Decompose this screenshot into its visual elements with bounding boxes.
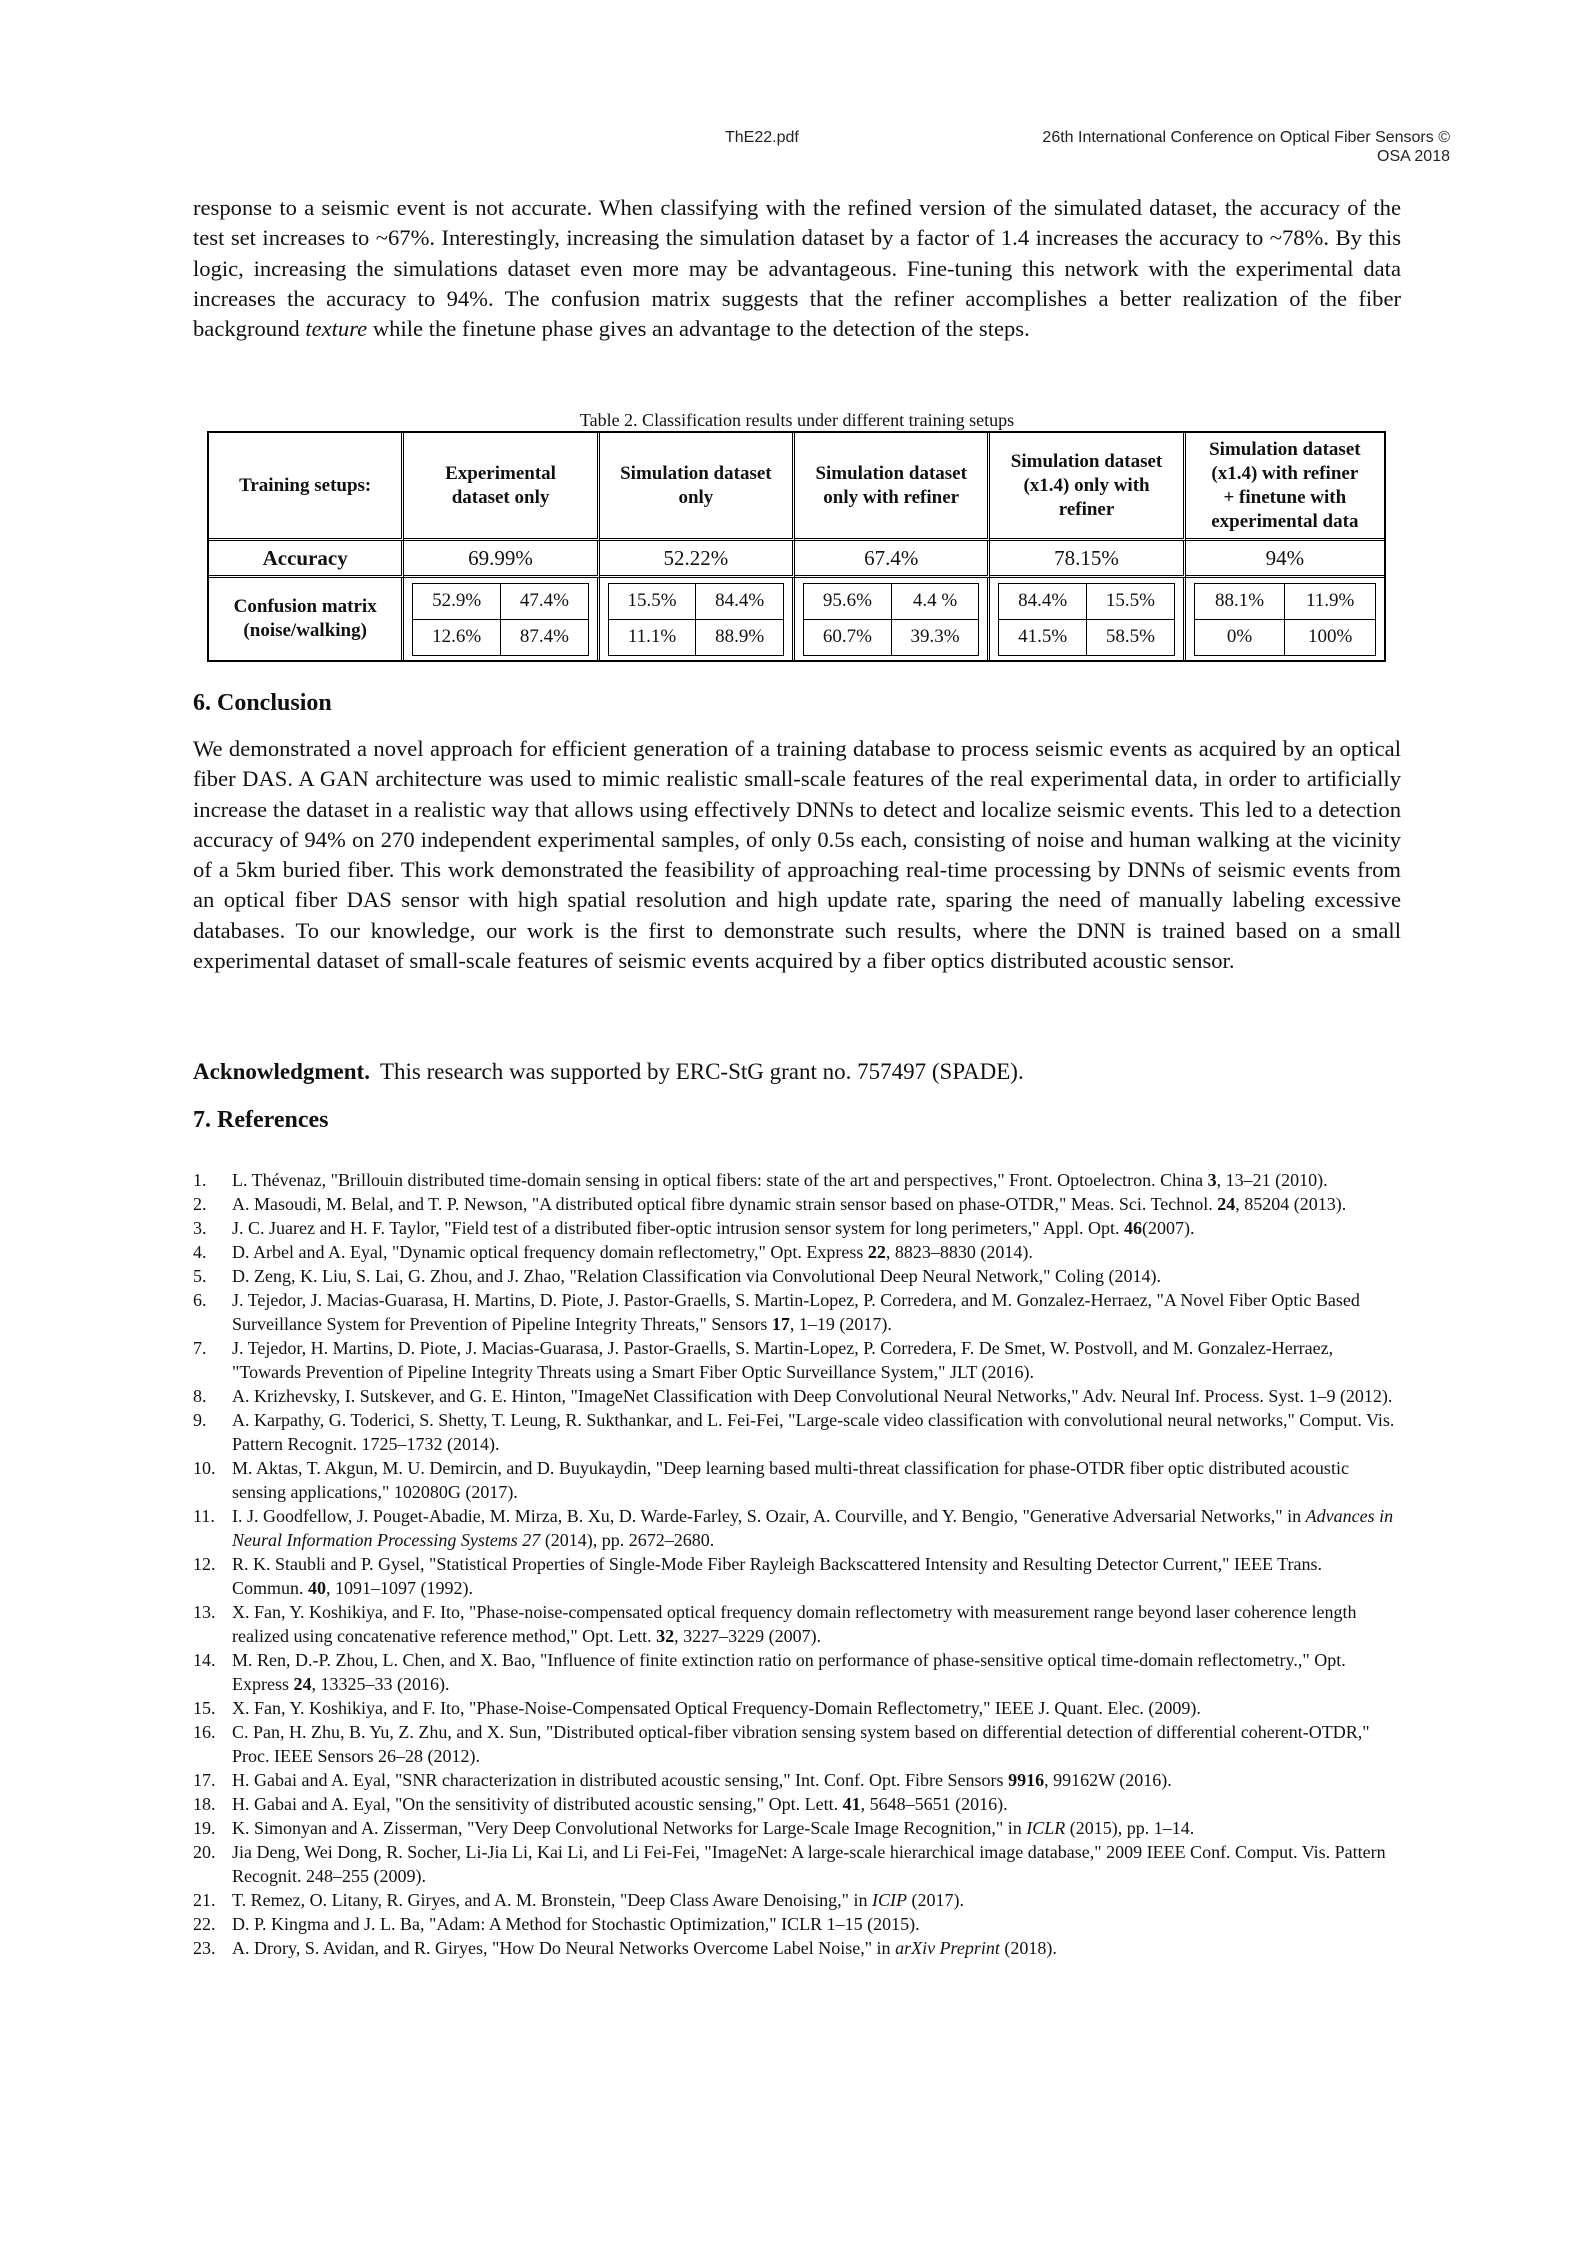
reference-number: 12. bbox=[193, 1554, 216, 1574]
reference-number: 20. bbox=[193, 1842, 216, 1862]
reference-item bbox=[193, 1336, 1401, 1384]
header-conference bbox=[930, 128, 1450, 166]
reference-number: 5. bbox=[193, 1266, 207, 1286]
reference-text: A. Masoudi, M. Belal, and T. P. Newson, "A distributed optical fibre dynamic strain sensor based on phase-OTDR," Meas. Sci. Technol. 24, 85204 (2013). bbox=[232, 1194, 1347, 1214]
header-conference-line2: OSA 2018 bbox=[1377, 148, 1450, 165]
reference-number: 15. bbox=[193, 1698, 216, 1718]
confusion-matrix-value: 95.6% bbox=[804, 583, 892, 619]
confusion-matrix-row bbox=[999, 619, 1174, 655]
reference-number: 11. bbox=[193, 1506, 215, 1526]
intro-text-italic: texture bbox=[305, 316, 368, 342]
column-header bbox=[795, 433, 990, 541]
reference-number: 10. bbox=[193, 1458, 216, 1478]
confusion-matrix-cell bbox=[990, 578, 1185, 660]
reference-number: 4. bbox=[193, 1242, 207, 1262]
confusion-matrix-row bbox=[608, 583, 783, 619]
column-header-line: (x1.4) with refiner bbox=[1211, 462, 1359, 484]
accuracy-cell: 67.4% bbox=[795, 541, 990, 578]
column-header-line: refiner bbox=[1058, 498, 1115, 520]
reference-text: J. Tejedor, H. Martins, D. Piote, J. Macias-Guarasa, J. Pastor-Graells, S. Martin-Lopez, P. Corredera, F. De Smet, W. Postvoll, and M. Gonzalez-Herraez, "Towards Prevention of Pipeline Integrity Threats using a Smart Fiber Optic Surveillance System," JLT (2016). bbox=[232, 1338, 1334, 1382]
column-header bbox=[404, 433, 599, 541]
reference-item bbox=[193, 1504, 1401, 1552]
reference-text: J. C. Juarez and H. F. Taylor, "Field test of a distributed fiber-optic intrusion sensor system for long perimeters," Appl. Opt. 46(2007). bbox=[232, 1218, 1195, 1238]
reference-text: M. Aktas, T. Akgun, M. U. Demircin, and D. Buyukaydin, "Deep learning based multi-threat classification for phase-OTDR fiber optic distributed acoustic sensing applications," 102080G (2017). bbox=[232, 1458, 1349, 1502]
confusion-matrix-row bbox=[1194, 619, 1375, 655]
confusion-matrix-value: 0% bbox=[1194, 619, 1285, 655]
reference-text: D. Zeng, K. Liu, S. Lai, G. Zhou, and J. Zhao, "Relation Classification via Convolutional Deep Neural Network," Coling (2014). bbox=[232, 1266, 1162, 1286]
reference-number: 23. bbox=[193, 1938, 216, 1958]
confusion-matrix-row bbox=[804, 583, 979, 619]
reference-text: H. Gabai and A. Eyal, "SNR characterization in distributed acoustic sensing," Int. Conf. Opt. Fibre Sensors 9916, 99162W (2016). bbox=[232, 1770, 1172, 1790]
reference-text: X. Fan, Y. Koshikiya, and F. Ito, "Phase-noise-compensated optical frequency domain reflectometry with measurement range beyond laser coherence length realized using concatenative reference method," Opt. Lett. 32, 3227–3229 (2007). bbox=[232, 1602, 1357, 1646]
confusion-matrix-row bbox=[413, 583, 588, 619]
confusion-matrix-value: 52.9% bbox=[413, 583, 501, 619]
row-header-confusion-matrix bbox=[209, 578, 404, 660]
confusion-matrix-value: 11.9% bbox=[1285, 583, 1376, 619]
reference-text: A. Krizhevsky, I. Sutskever, and G. E. Hinton, "ImageNet Classification with Deep Convolutional Neural Networks," Adv. Neural Inf. Process. Syst. 1–9 (2012). bbox=[232, 1386, 1393, 1406]
reference-text: J. Tejedor, J. Macias-Guarasa, H. Martins, D. Piote, J. Pastor-Graells, S. Martin-Lopez, P. Corredera, and M. Gonzalez-Herraez, "A Novel Fiber Optic Based Surveillance System for Prevention of Pipeline Integrity Threats," Sensors 17, 1–19 (2017). bbox=[232, 1290, 1360, 1334]
reference-number: 19. bbox=[193, 1818, 216, 1838]
column-header bbox=[600, 433, 795, 541]
column-header bbox=[990, 433, 1185, 541]
reference-item bbox=[193, 1888, 1401, 1912]
reference-item bbox=[193, 1456, 1401, 1504]
header-filename: ThE22.pdf bbox=[725, 129, 799, 146]
reference-item bbox=[193, 1720, 1401, 1768]
reference-item bbox=[193, 1768, 1401, 1792]
reference-item bbox=[193, 1792, 1401, 1816]
reference-text: A. Drory, S. Avidan, and R. Giryes, "How Do Neural Networks Overcome Label Noise," in arXiv Preprint (2018). bbox=[232, 1938, 1057, 1958]
confusion-matrix-value: 87.4% bbox=[501, 619, 589, 655]
reference-number: 21. bbox=[193, 1890, 216, 1910]
column-header-line: experimental data bbox=[1211, 510, 1359, 532]
intro-paragraph bbox=[193, 193, 1401, 344]
confusion-matrix-row bbox=[608, 619, 783, 655]
column-header-line: dataset only bbox=[451, 486, 550, 508]
reference-number: 14. bbox=[193, 1650, 216, 1670]
column-header-line: Simulation dataset bbox=[1010, 450, 1163, 472]
confusion-matrix bbox=[803, 583, 979, 656]
column-header-line: (x1.4) only with bbox=[1023, 474, 1150, 496]
reference-number: 7. bbox=[193, 1338, 207, 1358]
reference-item bbox=[193, 1912, 1401, 1936]
reference-text: K. Simonyan and A. Zisserman, "Very Deep Convolutional Networks for Large-Scale Image Recognition," in ICLR (2015), pp. 1–14. bbox=[232, 1818, 1195, 1838]
confusion-matrix-value: 11.1% bbox=[608, 619, 696, 655]
reference-item bbox=[193, 1648, 1401, 1696]
reference-item bbox=[193, 1216, 1401, 1240]
reference-item bbox=[193, 1816, 1401, 1840]
confusion-matrix-value: 100% bbox=[1285, 619, 1376, 655]
reference-item bbox=[193, 1840, 1401, 1888]
reference-item bbox=[193, 1552, 1401, 1600]
reference-text: R. K. Staubli and P. Gysel, "Statistical Properties of Single-Mode Fiber Rayleigh Backscattered Intensity and Resulting Detector Current," IEEE Trans. Commun. 40, 1091–1097 (1992). bbox=[232, 1554, 1323, 1598]
reference-item bbox=[193, 1384, 1401, 1408]
confusion-matrix-row bbox=[413, 619, 588, 655]
accuracy-cell: 69.99% bbox=[404, 541, 599, 578]
reference-number: 3. bbox=[193, 1218, 207, 1238]
reference-text: D. Arbel and A. Eyal, "Dynamic optical frequency domain reflectometry," Opt. Express 22, 8823–8830 (2014). bbox=[232, 1242, 1033, 1262]
reference-text: T. Remez, O. Litany, R. Giryes, and A. M. Bronstein, "Deep Class Aware Denoising," in ICIP (2017). bbox=[232, 1890, 964, 1910]
column-header-line: Simulation dataset bbox=[815, 462, 967, 484]
reference-number: 6. bbox=[193, 1290, 207, 1310]
confusion-matrix bbox=[1194, 583, 1376, 656]
reference-text: Jia Deng, Wei Dong, R. Socher, Li-Jia Li, Kai Li, and Li Fei-Fei, "ImageNet: A large-scale hierarchical image database," 2009 IEEE Conf. Comput. Vis. Pattern Recognit. 248–255 (2009). bbox=[232, 1842, 1386, 1886]
reference-number: 13. bbox=[193, 1602, 216, 1622]
reference-item bbox=[193, 1240, 1401, 1264]
row-header-cm-line2: (noise/walking) bbox=[243, 620, 367, 641]
column-header-line: + finetune with bbox=[1223, 486, 1347, 508]
row-header-setups: Training setups: bbox=[209, 433, 404, 541]
reference-number: 8. bbox=[193, 1386, 207, 1406]
reference-number: 17. bbox=[193, 1770, 216, 1790]
column-header-line: Simulation dataset bbox=[1209, 438, 1361, 460]
reference-item bbox=[193, 1696, 1401, 1720]
row-header-accuracy: Accuracy bbox=[209, 541, 404, 578]
confusion-matrix-value: 84.4% bbox=[696, 583, 784, 619]
reference-number: 18. bbox=[193, 1794, 216, 1814]
intro-text-part2: while the finetune phase gives an advantage to the detection of the steps. bbox=[367, 316, 1030, 342]
confusion-matrix-value: 88.9% bbox=[696, 619, 784, 655]
reference-item bbox=[193, 1408, 1401, 1456]
reference-item bbox=[193, 1264, 1401, 1288]
reference-number: 9. bbox=[193, 1410, 207, 1430]
confusion-matrix-row bbox=[209, 578, 1384, 660]
reference-number: 2. bbox=[193, 1194, 207, 1214]
confusion-matrix-value: 88.1% bbox=[1194, 583, 1285, 619]
acknowledgment-text: This research was supported by ERC-StG grant no. 757497 (SPADE). bbox=[379, 1059, 1024, 1084]
confusion-matrix-value: 60.7% bbox=[804, 619, 892, 655]
reference-number: 22. bbox=[193, 1914, 216, 1934]
confusion-matrix-value: 84.4% bbox=[999, 583, 1087, 619]
reference-text: L. Thévenaz, "Brillouin distributed time-domain sensing in optical fibers: state of the art and perspectives," Front. Optoelectron. China 3, 13–21 (2010). bbox=[232, 1170, 1328, 1190]
accuracy-cell: 78.15% bbox=[990, 541, 1185, 578]
references-heading: 7. References bbox=[193, 1107, 329, 1133]
reference-text: D. P. Kingma and J. L. Ba, "Adam: A Method for Stochastic Optimization," ICLR 1–15 (2015). bbox=[232, 1914, 920, 1934]
confusion-matrix-value: 47.4% bbox=[501, 583, 589, 619]
conclusion-paragraph: We demonstrated a novel approach for efficient generation of a training database to process seismic events as acquired by an optical fiber DAS. A GAN architecture was used to mimic realistic small-scale features of the real experimental data, in order to artificially increase the dataset in a realistic way that allows using effectively DNNs to detect and localize seismic events. This led to a detection accuracy of 94% on 270 independent experimental samples, of only 0.5s each, consisting of noise and human walking at the vicinity of a 5km buried fiber. This work demonstrated the feasibility of approaching real-time processing by DNNs of seismic events from an optical fiber DAS sensor with high spatial resolution and high update rate, sparing the need of manually labeling excessive databases. To our knowledge, our work is the first to demonstrate such results, where the DNN is trained based on a small experimental dataset of small-scale features of seismic events acquired by a fiber optics distributed acoustic sensor. bbox=[193, 736, 1401, 974]
acknowledgment bbox=[193, 1057, 1401, 1087]
reference-text: M. Ren, D.-P. Zhou, L. Chen, and X. Bao, "Influence of finite extinction ratio on performance of phase-sensitive optical time-domain reflectometry.," Opt. Express 24, 13325–33 (2016). bbox=[232, 1650, 1346, 1694]
conclusion-heading: 6. Conclusion bbox=[193, 690, 332, 716]
confusion-matrix-value: 15.5% bbox=[608, 583, 696, 619]
reference-item bbox=[193, 1168, 1401, 1192]
column-header-line: only with refiner bbox=[823, 486, 960, 508]
confusion-matrix-cell bbox=[404, 578, 599, 660]
confusion-matrix-row bbox=[999, 583, 1174, 619]
reference-text: I. J. Goodfellow, J. Pouget-Abadie, M. Mirza, B. Xu, D. Warde-Farley, S. Ozair, A. Courville, and Y. Bengio, "Generative Adversarial Networks," in Advances in Neural Information Processing Systems 27 (2014), pp. 2672–2680. bbox=[232, 1506, 1394, 1550]
reference-number: 16. bbox=[193, 1722, 216, 1742]
column-header-line: Simulation dataset bbox=[620, 462, 772, 484]
reference-item bbox=[193, 1192, 1401, 1216]
reference-text: X. Fan, Y. Koshikiya, and F. Ito, "Phase-Noise-Compensated Optical Frequency-Domain Reflectometry," IEEE J. Quant. Elec. (2009). bbox=[232, 1698, 1201, 1718]
reference-text: C. Pan, H. Zhu, B. Yu, Z. Zhu, and X. Sun, "Distributed optical-fiber vibration sensing system based on differential detection of differential coherent-OTDR," Proc. IEEE Sensors 26–28 (2012). bbox=[232, 1722, 1370, 1766]
results-table bbox=[207, 431, 1386, 662]
reference-item bbox=[193, 1288, 1401, 1336]
table-header-row bbox=[209, 433, 1384, 541]
confusion-matrix bbox=[608, 583, 784, 656]
references-list bbox=[193, 1168, 1401, 1960]
confusion-matrix-cell bbox=[600, 578, 795, 660]
intro-text-part1: response to a seismic event is not accurate. When classifying with the refined version of the simulated dataset, the accuracy of the test set increases to ~67%. Interestingly, increasing the simulation dataset by a factor of 1.4 increases the accuracy to ~78%. By this logic, increasing the simulations dataset even more may be advantageous. Fine-tuning this network with the experimental data increases the accuracy to 94%. The confusion matrix suggests that the refiner accomplishes a better realization of the fiber background bbox=[193, 195, 1401, 342]
accuracy-cell: 52.22% bbox=[600, 541, 795, 578]
reference-number: 1. bbox=[193, 1170, 207, 1190]
acknowledgment-label: Acknowledgment. bbox=[193, 1059, 370, 1084]
column-header bbox=[1186, 433, 1384, 541]
reference-text: A. Karpathy, G. Toderici, S. Shetty, T. Leung, R. Sukthankar, and L. Fei-Fei, "Large-scale video classification with convolutional neural networks," Comput. Vis. Pattern Recognit. 1725–1732 (2014). bbox=[232, 1410, 1395, 1454]
confusion-matrix-value: 4.4 % bbox=[891, 583, 979, 619]
table-caption: Table 2. Classification results under different training setups bbox=[579, 410, 1015, 430]
confusion-matrix-cell bbox=[1186, 578, 1384, 660]
confusion-matrix bbox=[998, 583, 1174, 656]
confusion-matrix-row bbox=[804, 619, 979, 655]
confusion-matrix-row bbox=[1194, 583, 1375, 619]
column-header-line: Experimental bbox=[445, 462, 556, 484]
confusion-matrix bbox=[412, 583, 588, 656]
reference-item bbox=[193, 1600, 1401, 1648]
confusion-matrix-value: 58.5% bbox=[1087, 619, 1175, 655]
reference-text: H. Gabai and A. Eyal, "On the sensitivity of distributed acoustic sensing," Opt. Lett. 41, 5648–5651 (2016). bbox=[232, 1794, 1008, 1814]
confusion-matrix-value: 15.5% bbox=[1087, 583, 1175, 619]
accuracy-cell: 94% bbox=[1186, 541, 1384, 578]
row-header-cm-line1: Confusion matrix bbox=[233, 596, 377, 617]
confusion-matrix-value: 39.3% bbox=[891, 619, 979, 655]
confusion-matrix-cell bbox=[795, 578, 990, 660]
header-conference-line1: 26th International Conference on Optical Fiber Sensors © bbox=[1042, 129, 1450, 146]
accuracy-row bbox=[209, 541, 1384, 578]
reference-item bbox=[193, 1936, 1401, 1960]
confusion-matrix-value: 41.5% bbox=[999, 619, 1087, 655]
column-header-line: only bbox=[678, 486, 714, 508]
confusion-matrix-value: 12.6% bbox=[413, 619, 501, 655]
